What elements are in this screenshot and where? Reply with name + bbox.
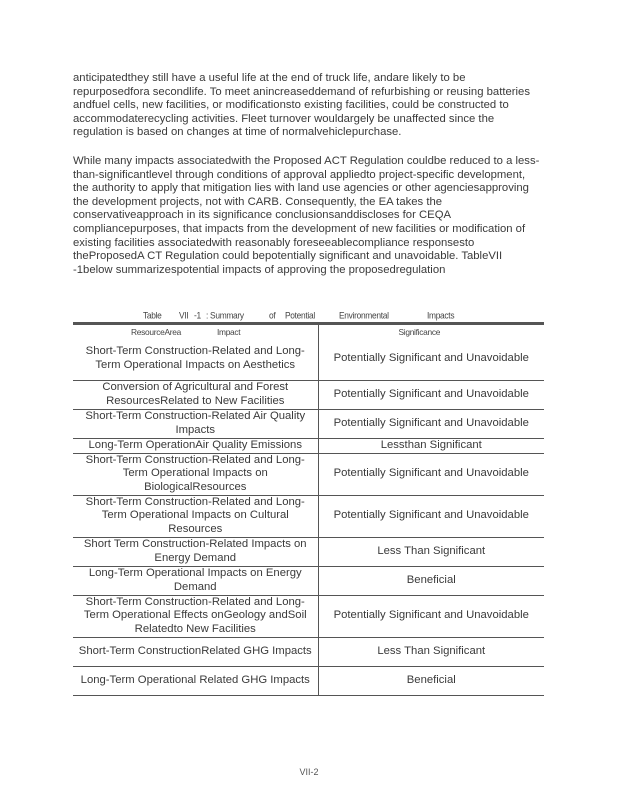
body-paragraph-2: While many impacts associatedwith the Proposed ACT Regulation couldbe reduced to a less-than-significantlevel through conditions of approval appliedto project-specific development, the authority to apply that mitigation lies with land use agencies or other agenciesapproving the development projects, not with CARB. Consequently, the EA takes the conservativeapproach in its significance conclusionsanddiscloses for CEQA compliancepurposes, that impacts from the development of new facilities or modification of existing facilities associatedwith reasonably foreseeablecompliance responsesto theProposedA CT Regulation could bepotentially significant and unavoidable. TableVII -1below summarizespotential impacts of approving the proposedregulation	[73, 155, 540, 276]
significance-cell: Lessthan Significant	[318, 438, 544, 453]
impacts-table	[73, 322, 544, 696]
impact-cell: Conversion of Agricultural and Forest ResourcesRelated to New Facilities	[73, 380, 318, 409]
table-row	[73, 495, 544, 537]
table-row	[73, 453, 544, 495]
significance-column-header	[318, 324, 544, 339]
impact-cell: Short-Term ConstructionRelated GHG Impacts	[73, 637, 318, 666]
significance-cell: Potentially Significant and Unavoidable	[318, 380, 544, 409]
impact-cell: Long-Term OperationAir Quality Emissions	[73, 438, 318, 453]
significance-cell: Less Than Significant	[318, 637, 544, 666]
caption-word: Potential	[285, 310, 315, 321]
table-row	[73, 537, 544, 566]
caption-word: : Summary	[206, 310, 244, 321]
impact-cell: Long-Term Operational Related GHG Impacts	[73, 666, 318, 695]
impact-cell: Short-Term Construction-Related Air Quality Impacts	[73, 409, 318, 438]
significance-cell: Beneficial	[318, 566, 544, 595]
page-number: VII-2	[299, 767, 319, 777]
table-row	[73, 380, 544, 409]
table-row	[73, 637, 544, 666]
impact-cell: Short-Term Construction-Related and Long-Term Operational Impacts on Aesthetics	[73, 338, 318, 380]
table-row	[73, 595, 544, 637]
significance-cell: Potentially Significant and Unavoidable	[318, 495, 544, 537]
caption-word: of	[269, 310, 276, 321]
significance-header: Significance	[398, 327, 441, 337]
caption-word: -1	[194, 310, 201, 321]
significance-cell: Potentially Significant and Unavoidable	[318, 595, 544, 637]
body-paragraph-1: anticipatedthey still have a useful life at the end of truck life, andare likely to be repurposedfora secondlife. To meet anincreaseddemand of refurbishing or reusing batteries andfuel cells, new facilities, or modificationsto existing facilities, could be constructed to accommodaterecycling activities. Fleet turnover wouldargely be unaffected since the regulation is based on changes at time of normalvehiclepurchase.	[73, 72, 530, 139]
caption-word: VII	[179, 310, 189, 321]
impact-cell: Short-Term Construction-Related and Long-Term Operational Impacts on BiologicalResources	[73, 453, 318, 495]
table-row	[73, 409, 544, 438]
impact-cell: Short-Term Construction-Related and Long-Term Operational Impacts on Cultural Resources	[73, 495, 318, 537]
impact-cell: Short Term Construction-Related Impacts on Energy Demand	[73, 537, 318, 566]
table-row	[73, 338, 544, 380]
resource-area-header: ResourceArea	[131, 327, 181, 337]
caption-word: Environmental	[339, 310, 389, 321]
significance-cell: Potentially Significant and Unavoidable	[318, 409, 544, 438]
table-row	[73, 666, 544, 695]
significance-cell: Beneficial	[318, 666, 544, 695]
impact-header: Impact	[217, 327, 241, 337]
impact-cell: Short-Term Construction-Related and Long-Term Operational Effects onGeology andSoil Relatedto New Facilities	[73, 595, 318, 637]
caption-word: Table	[143, 310, 162, 321]
impact-cell: Long-Term Operational Impacts on Energy Demand	[73, 566, 318, 595]
significance-cell: Potentially Significant and Unavoidable	[318, 453, 544, 495]
significance-cell: Less Than Significant	[318, 537, 544, 566]
caption-word: Impacts	[427, 310, 455, 321]
table-header-row	[73, 324, 544, 339]
table-row	[73, 566, 544, 595]
impact-column-header	[73, 324, 318, 339]
significance-cell: Potentially Significant and Unavoidable	[318, 338, 544, 380]
table-row	[73, 438, 544, 453]
